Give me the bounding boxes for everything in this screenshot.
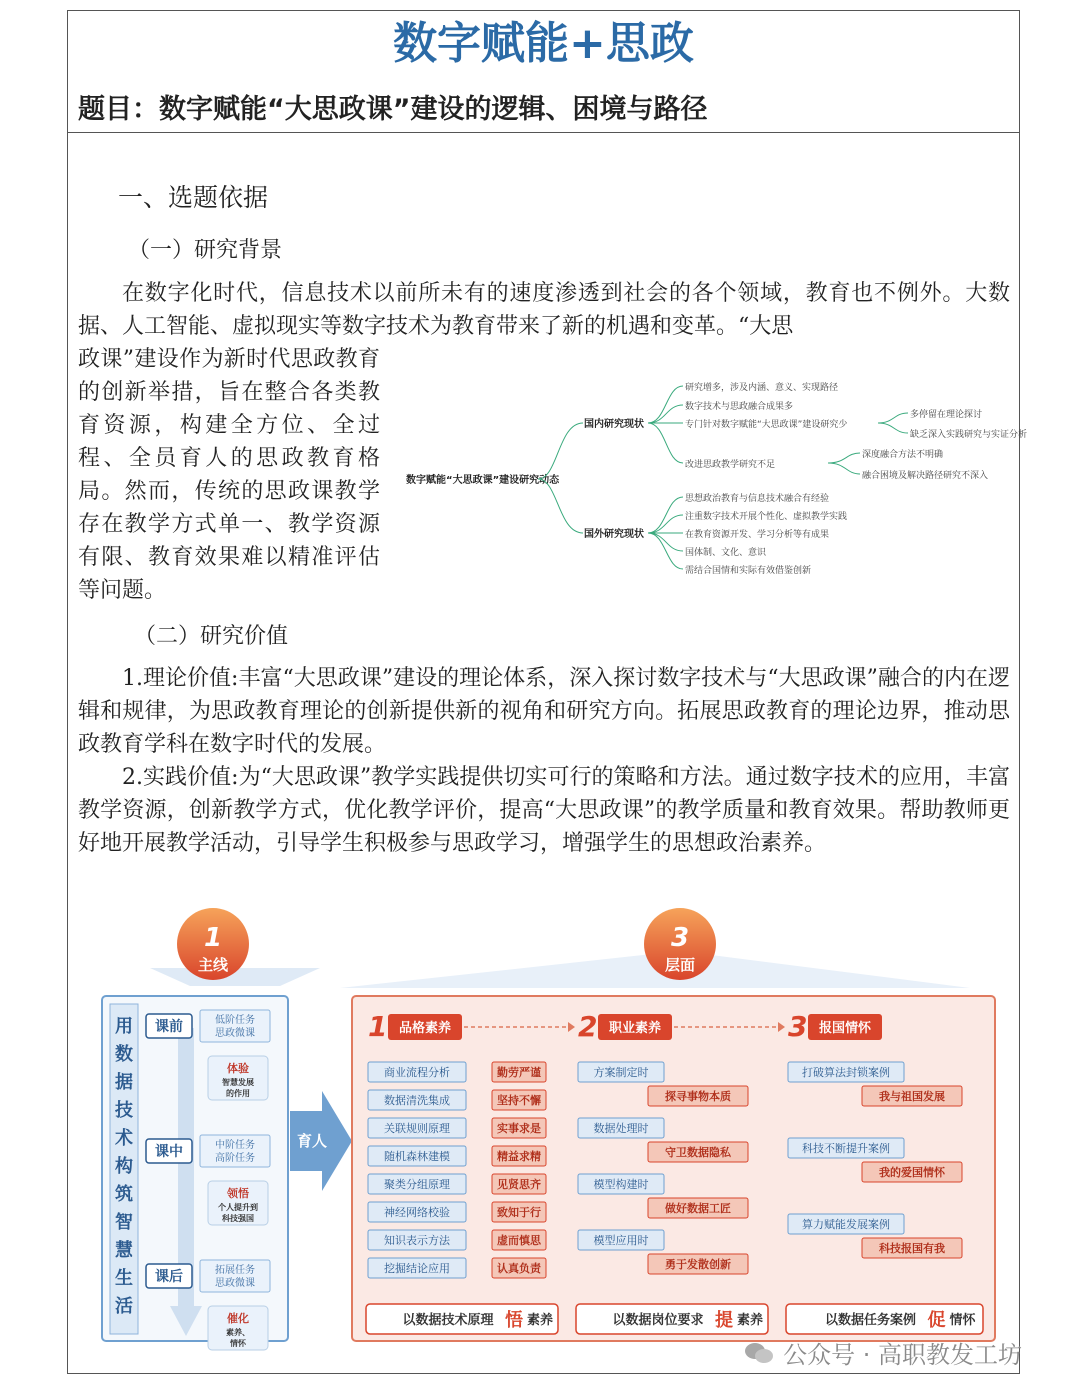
column-number: 3 [788, 1010, 808, 1043]
row-topic: 知识表示方法 [384, 1234, 450, 1247]
mindmap-foreign: 国外研究现状 [584, 529, 644, 540]
main-line-char: 筑 [115, 1184, 133, 1205]
main-line-badge [177, 908, 249, 980]
row-value: 认真负责 [497, 1262, 541, 1275]
stage-note-body: 科技强国 [222, 1214, 254, 1223]
main-line-char: 生 [115, 1268, 133, 1289]
stage-name: 课前 [155, 1019, 183, 1035]
row-topic: 聚类分组原理 [384, 1178, 450, 1191]
row-value: 我与祖国发展 [879, 1090, 945, 1103]
stage-task: 拓展任务 [215, 1265, 255, 1276]
education-arrow-label: 育人 [296, 1132, 328, 1150]
row-topic: 模型构建时 [593, 1178, 649, 1191]
subsection-heading-value: （二）研究价值 [134, 624, 289, 649]
row-value: 勇于发散创新 [665, 1258, 731, 1271]
main-line-char: 术 [115, 1128, 133, 1149]
stage-note-title: 催化 [227, 1312, 249, 1325]
stage-note-body: 智慧发展 [222, 1078, 254, 1087]
row-value: 精益求精 [497, 1150, 541, 1163]
main-line-char: 活 [115, 1296, 133, 1317]
row-topic: 模型应用时 [593, 1234, 649, 1247]
mindmap-domestic-item: 研究增多，涉及内涵、意义、实现路径 [685, 383, 839, 393]
levels-badge [644, 908, 716, 980]
mindmap-gap-item: 深度融合方法不明确 [862, 450, 944, 460]
stage-task: 思政微课 [215, 1278, 255, 1289]
row-value: 科技报国有我 [879, 1242, 945, 1255]
paragraph-side: 政课”建设作为新时代思政教育的创新举措，旨在整合各类教育资源，构建全方位、全过程、全员育人的思政教育格局。然而，传统的思政课教学存在教学方式单一、教学资源有限、教育效果难以精准评估等问题。 [78, 347, 380, 603]
stage-task: 高阶任务 [215, 1153, 255, 1164]
column-footer-end: 素养 [736, 1313, 764, 1328]
main-line-char: 慧 [115, 1240, 133, 1261]
column-number: 2 [578, 1010, 598, 1043]
wechat-icon [745, 1341, 775, 1365]
row-topic: 挖掘结论应用 [384, 1262, 450, 1275]
row-value: 我的爱国情怀 [879, 1166, 945, 1179]
column-title: 职业素养 [608, 1021, 662, 1036]
column-title: 品格素养 [398, 1021, 452, 1036]
stage-note-body: 的作用 [226, 1089, 250, 1098]
row-value: 虚而慎思 [497, 1234, 541, 1247]
row-value: 致知于行 [497, 1206, 541, 1219]
divider [68, 132, 1019, 133]
column-footer-key: 提 [715, 1310, 733, 1331]
column-footer: 以数据技术原理 [402, 1313, 494, 1328]
column-footer-key: 促 [927, 1310, 946, 1331]
education-infographic [90, 906, 1000, 1346]
row-topic: 数据清洗集成 [384, 1094, 450, 1107]
stage-note-title: 领悟 [227, 1187, 249, 1200]
column-title: 报国情怀 [818, 1021, 872, 1036]
section-heading: 一、选题依据 [118, 183, 269, 212]
row-topic: 算力赋能发展案例 [802, 1218, 890, 1231]
stage-task: 低阶任务 [215, 1015, 255, 1026]
main-line-char: 构 [115, 1156, 133, 1177]
main-line-char: 技 [115, 1100, 133, 1121]
page-title: 数字赋能+思政 [393, 18, 694, 69]
svg-text:3: 3 [670, 923, 690, 953]
watermark: 公众号 · 高职教发工坊 [745, 1335, 1022, 1370]
column-number: 1 [368, 1010, 388, 1043]
stage-note-body: 情怀 [230, 1339, 246, 1348]
row-value: 见贤思齐 [497, 1178, 541, 1191]
column-footer-end: 素养 [526, 1313, 554, 1328]
main-line-char: 数 [115, 1044, 133, 1065]
stage-name: 课中 [155, 1144, 183, 1160]
row-value: 坚持不懈 [497, 1094, 541, 1107]
mindmap-foreign-item: 在教育资源开发、学习分析等有成果 [685, 530, 830, 540]
mindmap-foreign-item: 需结合国情和实际有效借鉴创新 [685, 566, 812, 576]
column-footer-end: 情怀 [949, 1313, 976, 1328]
mindmap-gap-item: 缺乏深入实践研究与实证分析 [910, 430, 1028, 440]
research-mindmap [398, 361, 1028, 586]
main-line-char: 据 [115, 1072, 133, 1093]
row-topic: 数据处理时 [593, 1122, 649, 1135]
column-footer-key: 悟 [505, 1310, 523, 1331]
stage-task: 思政微课 [215, 1028, 255, 1039]
document-frame [67, 10, 1028, 1374]
row-value: 探寻事物本质 [665, 1090, 731, 1103]
main-line-char: 用 [115, 1016, 133, 1037]
column-footer: 以数据岗位要求 [612, 1313, 704, 1328]
paragraph-intro: 在数字化时代，信息技术以前所未有的速度渗透到社会的各个领域，教育也不例外。大数据、人工智能、虚拟现实等数字技术为教育带来了新的机遇和变革。“大思 [78, 281, 1010, 339]
stage-note-body: 素养、 [226, 1328, 250, 1337]
row-topic: 神经网络校验 [384, 1206, 450, 1219]
mindmap-foreign-item: 注重数字技术开展个性化、虚拟教学实践 [685, 512, 848, 522]
svg-text:1: 1 [203, 923, 223, 953]
svg-text:层面: 层面 [664, 956, 696, 974]
mindmap-root: 数字赋能“大思政课”建设研究动态 [406, 475, 560, 486]
main-line-text [114, 1016, 133, 1317]
mindmap-gap-item: 多停留在理论探讨 [910, 410, 983, 420]
topic-title: 题目：数字赋能“大思政课”建设的逻辑、困境与路径 [78, 94, 708, 125]
row-value: 实事求是 [497, 1122, 541, 1135]
row-topic: 商业流程分析 [384, 1066, 450, 1079]
main-line-char: 智 [115, 1212, 133, 1233]
row-topic: 打破算法封锁案例 [802, 1066, 890, 1079]
paragraph-practice-value: 2.实践价值:为“大思政课”教学实践提供切实可行的策略和方法。通过数字技术的应用，丰富教学资源，创新教学方式，优化教学评价，提高“大思政课”的教学质量和教育效果。帮助教师更好地开展教学活动，引导学生积极参与思政学习，增强学生的思想政治素养。 [78, 765, 1010, 856]
row-topic: 随机森林建模 [384, 1150, 450, 1163]
row-value: 守卫数据隐私 [665, 1146, 731, 1159]
mindmap-domestic-item: 数字技术与思政融合成果多 [685, 402, 794, 412]
mindmap-domestic: 国内研究现状 [584, 419, 644, 430]
subsection-heading-background: （一）研究背景 [128, 238, 283, 263]
stage-note-body: 个人提升到 [218, 1203, 258, 1212]
row-value: 勤劳严谨 [497, 1066, 541, 1079]
mindmap-gap-item: 融合困境及解决路径研究不深入 [862, 471, 989, 481]
column-footer: 以数据任务案例 [824, 1313, 917, 1328]
mindmap-domestic-item: 改进思政教学研究不足 [685, 460, 776, 470]
mindmap-domestic-item: 专门针对数字赋能“大思政课”建设研究少 [685, 420, 848, 430]
row-value: 做好数据工匠 [665, 1202, 731, 1215]
row-topic: 关联规则原理 [384, 1122, 450, 1135]
stage-note-title: 体验 [227, 1062, 249, 1075]
row-topic: 方案制定时 [593, 1066, 649, 1079]
stage-name: 课后 [155, 1269, 183, 1285]
row-topic: 科技不断提升案例 [802, 1142, 890, 1155]
paragraph-theory-value: 1.理论价值:丰富“大思政课”建设的理论体系，深入探讨数字技术与“大思政课”融合的内在逻辑和规律，为思政教育理论的创新提供新的视角和研究方向。拓展思政教育的理论边界，推动思政教育学科在数字时代的发展。 [78, 666, 1010, 757]
mindmap-foreign-item: 思想政治教育与信息技术融合有经验 [685, 494, 830, 504]
mindmap-foreign-item: 国体制、文化、意识 [685, 548, 767, 558]
stage-task: 中阶任务 [215, 1140, 255, 1151]
svg-text:主线: 主线 [197, 956, 229, 974]
